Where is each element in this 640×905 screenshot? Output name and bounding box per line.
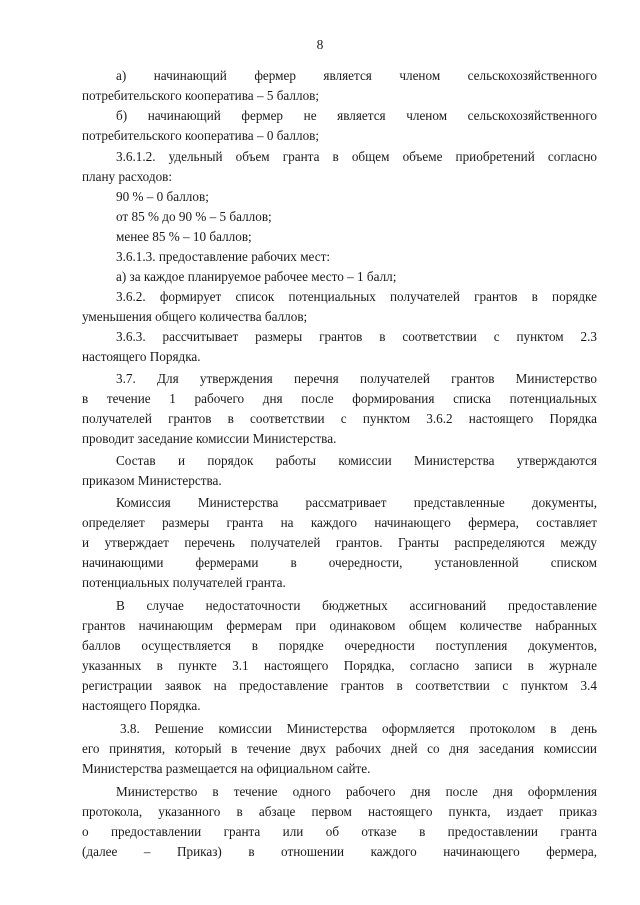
text-line: Министерство в течение одного рабочего дня после дня оформления <box>116 784 597 799</box>
text-line: а) за каждое планируемое рабочее место – 1 балл; <box>116 269 397 284</box>
text-line: Состав и порядок работы комиссии Министерства утверждаются <box>116 453 597 468</box>
text-line: 3.6.1.3. предоставление рабочих мест: <box>116 249 331 264</box>
text-line: настоящего Порядка. <box>82 349 201 364</box>
text-line: Комиссия Министерства рассматривает представленные документы, <box>116 495 597 510</box>
text-line: регистрации заявок на предоставление грантов в соответствии с пунктом 3.4 <box>82 678 597 693</box>
text-line: 90 % – 0 баллов; <box>116 189 209 204</box>
text-line: протокола, указанного в абзаце первом настоящего пункта, издает приказ <box>82 804 597 819</box>
text-line: а) начинающий фермер является членом сельскохозяйственного <box>116 68 597 83</box>
text-line: о предоставлении гранта или об отказе в предоставлении гранта <box>82 824 597 839</box>
text-line: баллов осуществляется в порядке очередности поступления документов, <box>82 638 597 653</box>
text-line: 3.6.3. рассчитывает размеры грантов в соответствии с пунктом 2.3 <box>116 329 597 344</box>
text-line: от 85 % до 90 % – 5 баллов; <box>116 209 272 224</box>
text-line: проводит заседание комиссии Министерства. <box>82 431 337 446</box>
text-line: его принятия, который в течение двух рабочих дней со дня заседания комиссии <box>82 741 597 756</box>
text-line: определяет размеры гранта на каждого начинающего фермера, составляет <box>82 515 597 530</box>
text-line: 3.8. Решение комиссии Министерства оформляется протоколом в день <box>120 721 597 736</box>
text-line: плану расходов: <box>82 169 173 184</box>
text-line: 3.7. Для утверждения перечня получателей грантов Министерство <box>116 371 597 386</box>
text-line: 3.6.2. формирует список потенциальных получателей грантов в порядке <box>116 289 597 304</box>
text-line: приказом Министерства. <box>82 473 222 488</box>
text-line: потребительского кооператива – 5 баллов; <box>82 88 320 103</box>
text-line: В случае недостаточности бюджетных ассигнований предоставление <box>116 598 597 613</box>
text-line: 3.6.1.2. удельный объем гранта в общем объеме приобретений согласно <box>116 149 597 164</box>
page-number: 8 <box>316 37 324 52</box>
text-line: в течение 1 рабочего дня после формирования списка потенциальных <box>82 391 597 406</box>
text-line: потенциальных получателей гранта. <box>82 575 286 590</box>
text-line: начинающими фермерами в очередности, установленной списком <box>82 555 597 570</box>
text-line: указанных в пункте 3.1 настоящего Порядка, согласно записи в журнале <box>82 658 597 673</box>
text-line: (далее – Приказ) в отношении каждого начинающего фермера, <box>82 844 597 859</box>
text-line: уменьшения общего количества баллов; <box>82 309 308 324</box>
text-line: грантов начинающим фермерам при одинаковом общем количестве набранных <box>82 618 597 633</box>
text-line: б) начинающий фермер не является членом сельскохозяйственного <box>116 108 597 123</box>
text-line: и утверждает перечень получателей грантов. Гранты распределяются между <box>82 535 597 550</box>
text-line: потребительского кооператива – 0 баллов; <box>82 128 320 143</box>
text-line: менее 85 % – 10 баллов; <box>116 229 252 244</box>
text-line: получателей грантов в соответствии с пунктом 3.6.2 настоящего Порядка <box>82 411 597 426</box>
text-line: Министерства размещается на официальном сайте. <box>82 761 371 776</box>
text-line: настоящего Порядка. <box>82 698 201 713</box>
